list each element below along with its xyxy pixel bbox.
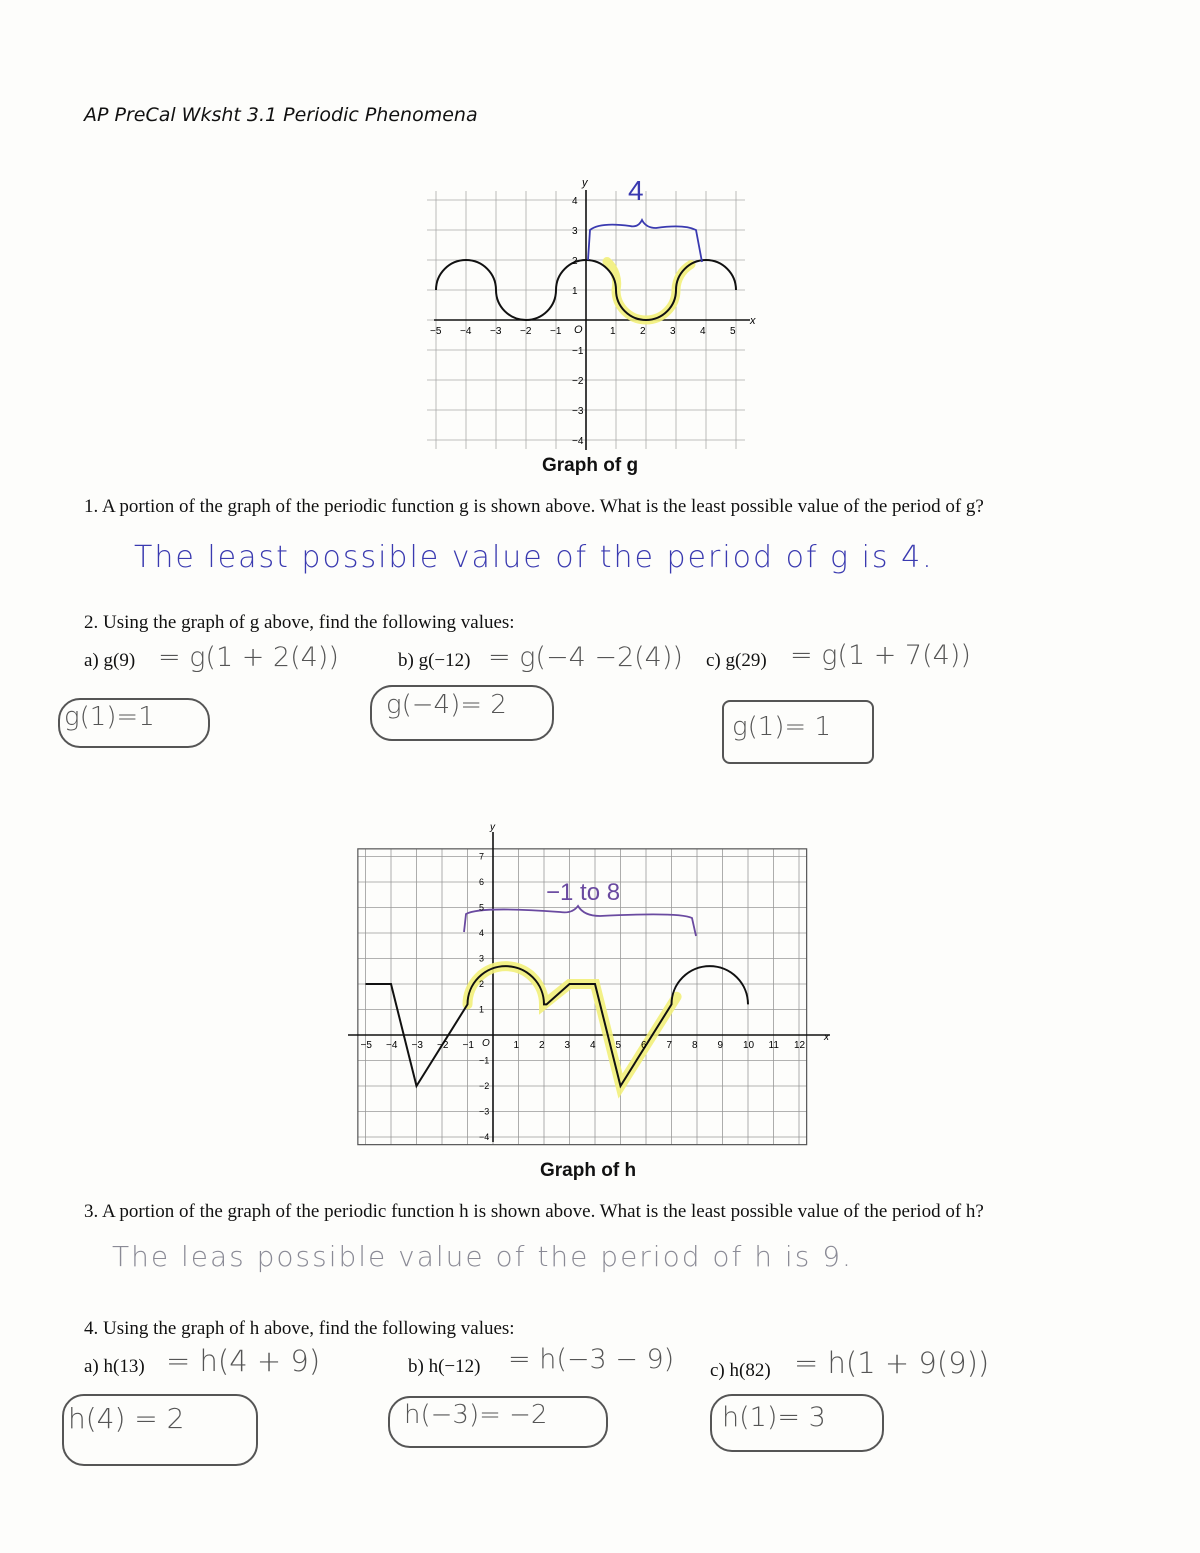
graph-h-y-tick: −2: [479, 1081, 490, 1091]
question-4b-label: b) h(−12): [408, 1356, 481, 1377]
graph-h-x-tick: −1: [462, 1040, 474, 1051]
graph-h-x-tick-labels: [361, 1040, 806, 1051]
question-4a-label: a) h(13): [84, 1356, 145, 1377]
question-2a-label: a) g(9): [84, 650, 136, 671]
graph-h-x-tick: 12: [794, 1040, 806, 1051]
question-2a-answer: g(1)=1: [64, 702, 155, 732]
graph-g-x-tick: −1: [550, 326, 562, 337]
graph-g-x-tick: 3: [670, 326, 676, 337]
question-3-number: 3.: [84, 1201, 99, 1222]
question-4c-work: = h(1 + 9(9)): [794, 1346, 990, 1380]
question-2b-answer: g(−4)= 2: [386, 690, 507, 720]
graph-h-y-tick: 2: [479, 979, 485, 989]
question-1-number: 1.: [84, 496, 99, 517]
graph-g-y-tick: 3: [572, 226, 578, 237]
graph-h-y-letter: y: [490, 822, 495, 833]
graph-h-y-tick-labels: [479, 852, 489, 1143]
question-1-answer: The least possible value of the period of g is 4.: [134, 540, 934, 575]
graph-h-x-tick: −2: [437, 1040, 449, 1051]
question-4c-label: c) h(82): [710, 1360, 771, 1381]
graph-h-y-tick: −4: [479, 1132, 490, 1142]
question-2c-label: c) g(29): [706, 650, 767, 671]
graph-h-x-tick: 6: [641, 1040, 647, 1051]
graph-h-x-tick: 9: [717, 1040, 724, 1051]
graph-g-period-annotation: 4: [628, 175, 644, 206]
graph-h-x-tick: 3: [564, 1040, 571, 1051]
graph-g-y-tick: 2: [572, 256, 578, 267]
graph-g-y-tick: 4: [572, 196, 578, 207]
question-4-prompt: 4. Using the graph of h above, find the following values:: [84, 1318, 515, 1339]
graph-g-x-tick: −4: [460, 326, 472, 337]
question-2c-answer: g(1)= 1: [732, 712, 832, 742]
graph-h-y-tick: 5: [479, 902, 485, 913]
graph-g-highlight: [607, 262, 691, 321]
graph-h-x-tick: −4: [386, 1040, 398, 1051]
graph-h-x-tick: 1: [513, 1040, 520, 1051]
question-4b-work: = h(−3 − 9): [508, 1344, 675, 1375]
question-4c-answer: h(1)= 3: [722, 1402, 826, 1433]
graph-h-period-annotation: −1 to 8: [546, 879, 621, 906]
graph-h-y-tick: 3: [479, 953, 485, 964]
graph-h-x-tick: −5: [360, 1040, 372, 1051]
graph-g-y-tick: −2: [572, 376, 584, 387]
graph-g-x-tick: −5: [430, 326, 442, 337]
question-4b-answer: h(−3)= −2: [404, 1400, 548, 1430]
question-3-answer: The leas possible value of the period of h is 9.: [112, 1240, 853, 1273]
graph-h-x-tick: 4: [590, 1040, 596, 1051]
graph-g-x-tick-labels: [430, 326, 736, 337]
graph-g-x-tick: 4: [700, 326, 706, 337]
graph-h-x-tick: 2: [539, 1040, 545, 1051]
graph-g-y-tick: 1: [572, 286, 578, 297]
graph-h-x-tick: 5: [615, 1040, 622, 1051]
worksheet-title: AP PreCal Wksht 3.1 Periodic Phenomena: [84, 104, 478, 126]
graph-h-origin: O: [482, 1038, 490, 1049]
graph-g-x-tick: −2: [520, 326, 532, 337]
graph-g-y-tick: −1: [572, 346, 584, 357]
question-3: [84, 1201, 1114, 1223]
graph-h-x-tick: −3: [411, 1040, 423, 1051]
graph-g-y-tick: −4: [572, 436, 584, 447]
graph-h-caption: Graph of h: [540, 1160, 637, 1181]
graph-g-caption: Graph of g: [542, 455, 639, 476]
graph-g-x-tick: 2: [640, 326, 646, 337]
graph-g-y-tick: −3: [572, 406, 584, 417]
graph-h-x-letter: x: [824, 1032, 829, 1043]
graph-g-x-tick: −3: [490, 326, 502, 337]
graph-h-x-tick: 7: [666, 1040, 673, 1051]
graph-h-y-tick: −3: [479, 1106, 490, 1117]
question-2-prompt: 2. Using the graph of g above, find the following values:: [84, 612, 515, 633]
graph-h-x-tick: 8: [692, 1040, 698, 1051]
graph-h-y-tick: 4: [479, 928, 485, 938]
graph-g-x-letter: x: [750, 315, 756, 327]
graph-h-y-tick: 6: [479, 877, 485, 887]
question-2b-work: = g(−4 −2(4)): [488, 642, 683, 673]
question-1-text: A portion of the graph of the periodic function g is shown above. What is the least possible value of the period of g?: [101, 496, 984, 517]
question-1: [84, 496, 1104, 518]
question-2a-work: = g(1 + 2(4)): [158, 642, 339, 673]
graph-g-y-letter: y: [582, 177, 588, 189]
graph-h-x-tick: 10: [743, 1040, 755, 1051]
graph-g-origin: O: [574, 324, 583, 336]
graph-h-x-tick: 11: [768, 1040, 779, 1051]
question-4a-work: = h(4 + 9): [166, 1344, 321, 1378]
graph-h-y-tick: 7: [479, 851, 485, 862]
graph-h-y-tick: −1: [479, 1055, 490, 1066]
graph-h-period-brace: [464, 906, 696, 936]
graph-g: [420, 170, 770, 460]
graph-g-y-tick-labels: [572, 196, 584, 447]
graph-h-y-tick: 1: [479, 1004, 485, 1015]
question-2c-work: = g(1 + 7(4)): [790, 640, 971, 671]
graph-g-period-brace: [588, 220, 702, 262]
question-3-text: A portion of the graph of the periodic function h is shown above. What is the least possible value of the period of h?: [101, 1201, 984, 1222]
graph-g-x-tick: 5: [730, 326, 736, 337]
graph-h: [340, 820, 840, 1150]
question-4a-answer: h(4) = 2: [68, 1402, 185, 1435]
question-2b-label: b) g(−12): [398, 650, 471, 671]
graph-g-x-tick: 1: [610, 326, 616, 337]
